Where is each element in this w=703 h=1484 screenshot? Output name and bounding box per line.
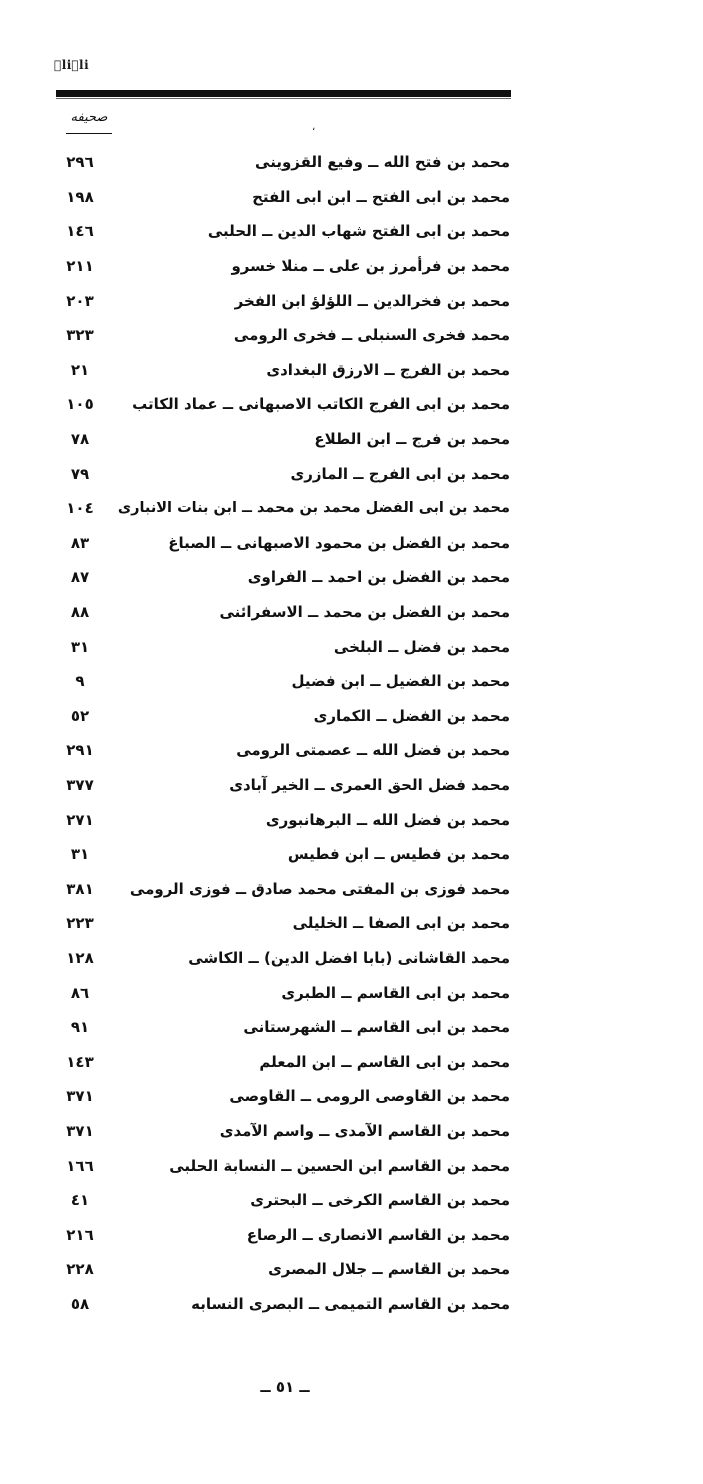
entry-page-number: ١٦٦ [66, 1156, 94, 1175]
entry-page-number: ٨٧ [70, 568, 90, 587]
entry-name: محمد بن فتح الله ــ وفيع القزوينى [255, 153, 510, 172]
page-column-heading: صحيفه [70, 110, 108, 125]
index-entry [50, 249, 510, 284]
index-entry [50, 664, 510, 699]
index-entries-list [50, 145, 510, 1321]
page-column-heading-underline [66, 133, 112, 134]
entry-page-number: ٣٧١ [66, 1121, 94, 1140]
index-entry [50, 145, 510, 180]
entry-page-number: ٢١ [70, 360, 90, 379]
entry-name: محمد بن الفضيل ــ ابن فضيل [291, 672, 510, 691]
index-entry [50, 871, 510, 906]
index-entry [50, 180, 510, 215]
entry-name: محمد بن القاسم ابن الحسين ــ النسابة الحلبى [169, 1156, 510, 1175]
entry-page-number: ٢٢٨ [66, 1260, 94, 1279]
entry-page-number: ٩١ [70, 1018, 90, 1037]
entry-page-number: ١٩٨ [66, 187, 94, 206]
entry-page-number: ٢٠٣ [66, 291, 94, 310]
entry-name: محمد فضل الحق العمرى ــ الخير آبادى [229, 775, 510, 794]
entry-page-number: ٢١٦ [66, 1225, 94, 1244]
index-entry [50, 595, 510, 630]
index-entry [50, 560, 510, 595]
index-entry [50, 802, 510, 837]
entry-page-number: ٨٦ [70, 983, 90, 1002]
entry-name: محمد بن ابى الفضل محمد بن محمد ــ ابن بنات الانبارى [117, 500, 510, 517]
entry-page-number: ١٠٤ [66, 499, 94, 518]
entry-name: محمد بن فضل الله ــ عصمتى الرومى [236, 741, 510, 760]
index-entry [50, 733, 510, 768]
entry-name: محمد بن القاسم الآمدى ــ واسم الآمدى [219, 1121, 510, 1140]
entry-name: محمد بن القاسم الكرخى ــ البحترى [250, 1191, 510, 1210]
entry-name: محمد بن ابى القاسم ــ ابن المعلم [259, 1052, 510, 1071]
entry-page-number: ٥٨ [70, 1294, 90, 1313]
index-entry [50, 629, 510, 664]
entry-name: محمد بن ابى القاسم ــ الشهرستانى [243, 1018, 510, 1037]
entry-name: محمد بن الفضل بن احمد ــ الفراوى [247, 568, 510, 587]
header-rule-thin [56, 98, 511, 99]
entry-page-number: ٧٨ [70, 430, 90, 449]
entry-page-number: ٢٧١ [66, 810, 94, 829]
entry-name: محمد بن فضل الله ــ البرهانبورى [265, 810, 510, 829]
entry-page-number: ٢٩١ [66, 741, 94, 760]
index-entry [50, 422, 510, 457]
entry-page-number: ٣١ [70, 845, 90, 864]
entry-name: محمد بن ابى الفتح ــ ابن ابى الفتح [252, 187, 510, 206]
index-entry [50, 1148, 510, 1183]
index-entry [50, 699, 510, 734]
entry-page-number: ١٤٣ [66, 1052, 94, 1071]
index-entry [50, 214, 510, 249]
entry-page-number: ٩ [75, 672, 85, 691]
entry-name: محمد بن فرأمرز بن على ــ منلا خسرو [231, 257, 510, 276]
entry-name: محمد بن الفضل ــ الكمارى [313, 706, 510, 725]
entry-page-number: ١٢٨ [66, 948, 94, 967]
entry-page-number: ٥٢ [70, 706, 90, 725]
index-entry [50, 491, 510, 526]
index-entry [50, 456, 510, 491]
header-tick-mark: ، [312, 122, 316, 133]
entry-page-number: ٣٨١ [66, 879, 94, 898]
entry-name: محمد بن الفضل بن محمود الاصبهانى ــ الصباغ [168, 533, 510, 552]
entry-page-number: ٣٧١ [66, 1087, 94, 1106]
entry-page-number: ٣٧٧ [66, 775, 94, 794]
entry-name: محمد بن ابى الفتح شهاب الدين ــ الحلبى [207, 222, 510, 241]
entry-name: محمد بن فطيس ــ ابن فطيس [287, 845, 510, 864]
index-entry [50, 387, 510, 422]
entry-name: محمد بن فخرالدين ــ اللؤلؤ ابن الفخر [234, 291, 510, 310]
entry-name: محمد بن الفضل بن محمد ــ الاسفرائنى [219, 603, 510, 622]
entry-name: محمد القاشانى (بابا افضل الدين) ــ الكاشى [188, 948, 510, 967]
index-entry [50, 1114, 510, 1149]
entry-page-number: ٨٨ [70, 603, 90, 622]
entry-name: محمد فخرى السنبلى ــ فخرى الرومى [233, 326, 510, 345]
index-entry [50, 1010, 510, 1045]
entry-page-number: ٣٢٣ [66, 326, 94, 345]
entry-name: محمد بن ابى الصفا ــ الخليلى [292, 914, 510, 933]
entry-page-number: ١٠٥ [66, 395, 94, 414]
entry-name: محمد بن القاسم التميمى ــ البصرى النسابه [191, 1294, 510, 1313]
entry-name: محمد فوزى بن المفتى محمد صادق ــ فوزى الرومى [129, 879, 510, 898]
entry-page-number: ١٤٦ [66, 222, 94, 241]
index-entry [50, 906, 510, 941]
index-entry [50, 837, 510, 872]
entry-name: محمد بن ابى الفرج الكاتب الاصبهانى ــ عماد الكاتب [132, 395, 510, 414]
index-entry [50, 283, 510, 318]
index-entry [50, 1183, 510, 1218]
entry-page-number: ٢٩٦ [66, 153, 94, 172]
index-entry [50, 768, 510, 803]
entry-name: محمد بن فضل ــ البلخى [333, 637, 510, 656]
index-entry [50, 1044, 510, 1079]
corner-mark: ٌliٌli [54, 58, 90, 72]
entry-page-number: ٧٩ [70, 464, 90, 483]
entry-name: محمد بن القاوصى الرومى ــ القاوصى [229, 1087, 510, 1106]
index-entry [50, 975, 510, 1010]
entry-page-number: ٢٢٣ [66, 914, 94, 933]
page-folio: ــ ٥١ ــ [260, 1378, 310, 1396]
entry-page-number: ٣١ [70, 637, 90, 656]
index-entry [50, 526, 510, 561]
entry-name: محمد بن فرج ــ ابن الطلاع [314, 430, 510, 449]
entry-name: محمد بن القاسم الانصارى ــ الرصاع [246, 1225, 510, 1244]
entry-name: محمد بن ابى الفرج ــ المازرى [290, 464, 510, 483]
entry-name: محمد بن القاسم ــ جلال المصرى [268, 1260, 510, 1279]
index-entry [50, 1217, 510, 1252]
entry-page-number: ٢١١ [66, 257, 94, 276]
entry-name: محمد بن الفرج ــ الارزق البغدادى [266, 360, 510, 379]
index-entry [50, 1252, 510, 1287]
entry-name: محمد بن ابى القاسم ــ الطبرى [281, 983, 510, 1002]
index-entry [50, 353, 510, 388]
entry-page-number: ٤١ [70, 1191, 90, 1210]
index-entry [50, 318, 510, 353]
header-rule [56, 90, 511, 97]
entry-page-number: ٨٣ [70, 533, 90, 552]
index-entry [50, 1079, 510, 1114]
index-entry [50, 941, 510, 976]
index-entry [50, 1287, 510, 1322]
